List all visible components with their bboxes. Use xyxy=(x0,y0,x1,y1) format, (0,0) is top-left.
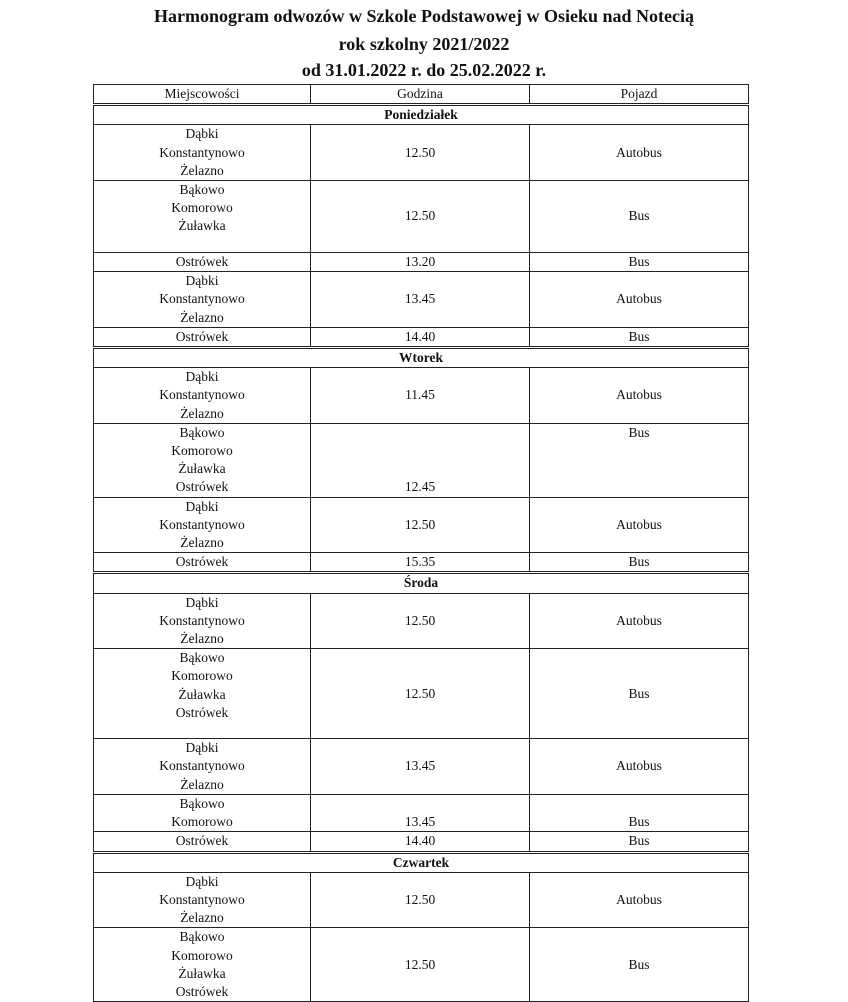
places-cell xyxy=(94,423,311,497)
time-cell: 12.45 xyxy=(311,423,530,497)
places-cell xyxy=(94,497,311,553)
places-cell xyxy=(94,368,311,424)
vehicle-cell: Autobus xyxy=(530,497,749,553)
place-name: Ostrówek xyxy=(175,479,229,495)
schedule-row xyxy=(94,125,749,181)
place-name: Ostrówek xyxy=(175,833,229,849)
places-cell xyxy=(94,872,311,928)
place-name: Bąkowo xyxy=(179,182,225,198)
vehicle-cell: Autobus xyxy=(530,125,749,181)
vehicle-cell: Autobus xyxy=(530,739,749,795)
vehicle-cell: Bus xyxy=(530,649,749,739)
schedule-row xyxy=(94,794,749,831)
place-name: Konstantynowo xyxy=(159,891,245,907)
places-cell xyxy=(94,649,311,739)
place-name: Konstantynowo xyxy=(159,291,245,307)
time-cell: 12.50 xyxy=(311,928,530,1002)
document-title: Harmonogram odwozów w Szkole Podstawowej w Osieku nad Notecią xyxy=(154,6,694,26)
places-cell xyxy=(94,593,311,649)
place-name: Żelazno xyxy=(180,776,224,792)
place-name: Bąkowo xyxy=(179,650,225,666)
vehicle-cell: Autobus xyxy=(530,872,749,928)
schedule-row xyxy=(94,272,749,328)
vehicle-cell: Bus xyxy=(530,928,749,1002)
time-cell: 12.50 xyxy=(311,181,530,253)
header-vehicle: Pojazd xyxy=(530,85,749,105)
places-cell xyxy=(94,125,311,181)
school-year: rok szkolny 2021/2022 xyxy=(338,34,510,54)
time-cell: 12.50 xyxy=(311,497,530,553)
day-name: Poniedziałek xyxy=(94,105,749,125)
vehicle-cell: Bus xyxy=(530,253,749,272)
place-name: Konstantynowo xyxy=(159,387,245,403)
place-name: Żelazno xyxy=(180,910,224,926)
time-cell: 13.45 xyxy=(311,739,530,795)
time-cell: 15.35 xyxy=(311,553,530,573)
day-name: Czwartek xyxy=(94,852,749,872)
time-cell: 13.45 xyxy=(311,794,530,831)
header-places: Miejscowości xyxy=(94,85,311,105)
place-name: Konstantynowo xyxy=(159,612,245,628)
place-name: Żelazno xyxy=(180,405,224,421)
time-cell: 11.45 xyxy=(311,368,530,424)
place-name: Ostrówek xyxy=(175,554,229,570)
header-time: Godzina xyxy=(311,85,530,105)
place-name: Żuławka xyxy=(178,218,226,234)
time-cell: 13.20 xyxy=(311,253,530,272)
place-name: Komorowo xyxy=(171,947,233,963)
place-name: Komorowo xyxy=(171,668,233,684)
place-name: Bąkowo xyxy=(179,424,225,440)
place-name: Komorowo xyxy=(171,814,233,830)
time-cell: 12.50 xyxy=(311,125,530,181)
place-name: Bąkowo xyxy=(179,795,225,811)
schedule-row xyxy=(94,649,749,739)
place-name: Dąbki xyxy=(185,369,219,385)
vehicle-cell: Bus xyxy=(530,553,749,573)
schedule-row xyxy=(94,181,749,253)
schedule-row xyxy=(94,593,749,649)
places-cell xyxy=(94,739,311,795)
places-cell xyxy=(94,794,311,831)
place-name: Konstantynowo xyxy=(159,144,245,160)
schedule-row xyxy=(94,872,749,928)
place-name: Konstantynowo xyxy=(159,516,245,532)
vehicle-cell: Bus xyxy=(530,794,749,831)
schedule-row xyxy=(94,832,749,852)
place-name: Żuławka xyxy=(178,686,226,702)
day-header-row xyxy=(94,573,749,593)
day-header-row xyxy=(94,852,749,872)
place-name: Ostrówek xyxy=(175,254,229,270)
vehicle-cell: Autobus xyxy=(530,272,749,328)
time-cell: 13.45 xyxy=(311,272,530,328)
place-name: Żuławka xyxy=(178,461,226,477)
day-header-row xyxy=(94,105,749,125)
schedule-row xyxy=(94,553,749,573)
place-name: Dąbki xyxy=(185,873,219,889)
place-name: Ostrówek xyxy=(175,328,229,344)
day-name: Wtorek xyxy=(94,348,749,368)
time-cell: 12.50 xyxy=(311,649,530,739)
vehicle-cell: Bus xyxy=(530,327,749,347)
vehicle-cell: Bus xyxy=(530,423,749,497)
time-cell: 12.50 xyxy=(311,593,530,649)
schedule-body xyxy=(94,85,749,1002)
places-cell xyxy=(94,181,311,253)
schedule-row xyxy=(94,928,749,1002)
time-cell: 14.40 xyxy=(311,832,530,852)
day-header-row xyxy=(94,348,749,368)
place-name: Konstantynowo xyxy=(159,758,245,774)
schedule-row xyxy=(94,368,749,424)
time-cell: 14.40 xyxy=(311,327,530,347)
place-name: Dąbki xyxy=(185,126,219,142)
time-cell: 12.50 xyxy=(311,872,530,928)
places-cell xyxy=(94,832,311,852)
place-name: Żuławka xyxy=(178,965,226,981)
schedule-row xyxy=(94,327,749,347)
vehicle-cell: Autobus xyxy=(530,368,749,424)
places-cell xyxy=(94,327,311,347)
places-cell xyxy=(94,928,311,1002)
places-cell xyxy=(94,272,311,328)
place-name: Dąbki xyxy=(185,498,219,514)
place-name: Dąbki xyxy=(185,273,219,289)
schedule-row xyxy=(94,739,749,795)
place-name: Ostrówek xyxy=(175,983,229,999)
place-name: Żelazno xyxy=(180,162,224,178)
place-name: Komorowo xyxy=(171,200,233,216)
place-name: Żelazno xyxy=(180,631,224,647)
schedule-row xyxy=(94,423,749,497)
place-name: Ostrówek xyxy=(175,704,229,720)
places-cell xyxy=(94,253,311,272)
schedule-table xyxy=(93,84,749,1002)
place-name: Dąbki xyxy=(185,594,219,610)
vehicle-cell: Autobus xyxy=(530,593,749,649)
place-name: Dąbki xyxy=(185,740,219,756)
places-cell xyxy=(94,553,311,573)
header-row xyxy=(94,85,749,105)
place-name: Żelazno xyxy=(180,535,224,551)
vehicle-cell: Bus xyxy=(530,832,749,852)
place-name: Żelazno xyxy=(180,309,224,325)
place-name: Bąkowo xyxy=(179,929,225,945)
vehicle-cell: Bus xyxy=(530,181,749,253)
place-name: Komorowo xyxy=(171,443,233,459)
day-name: Środa xyxy=(94,573,749,593)
schedule-row xyxy=(94,497,749,553)
schedule-row xyxy=(94,253,749,272)
date-range: od 31.01.2022 r. do 25.02.2022 r. xyxy=(301,60,547,80)
